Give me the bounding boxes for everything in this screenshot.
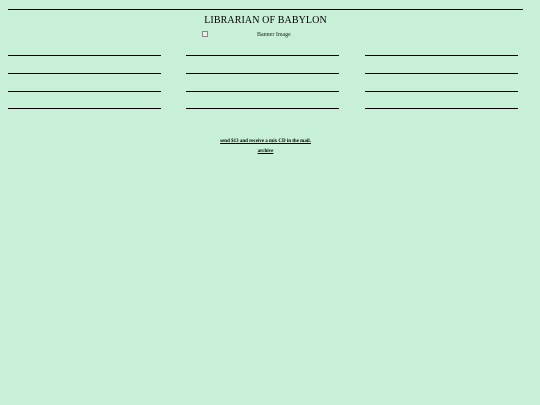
page-title: LIBRARIAN OF BABYLON [204, 15, 327, 26]
divider-line [186, 55, 339, 56]
divider-line [8, 55, 161, 56]
divider-line [186, 91, 339, 92]
divider-line [365, 108, 518, 109]
divider-line [186, 73, 339, 74]
divider-line [8, 73, 161, 74]
divider-line [365, 73, 518, 74]
banner-image [202, 30, 302, 40]
divider-line [365, 91, 518, 92]
broken-image-icon [202, 31, 208, 37]
divider-line [365, 55, 518, 56]
archive-link[interactable]: archive [257, 149, 274, 154]
divider-line [186, 108, 339, 109]
divider-line [8, 108, 161, 109]
top-divider [8, 9, 523, 10]
banner-alt-text: Banner Image [257, 32, 291, 38]
mix-cd-offer-link[interactable]: send $13 and receive a mix CD in the mail. [220, 139, 311, 144]
divider-line [8, 91, 161, 92]
